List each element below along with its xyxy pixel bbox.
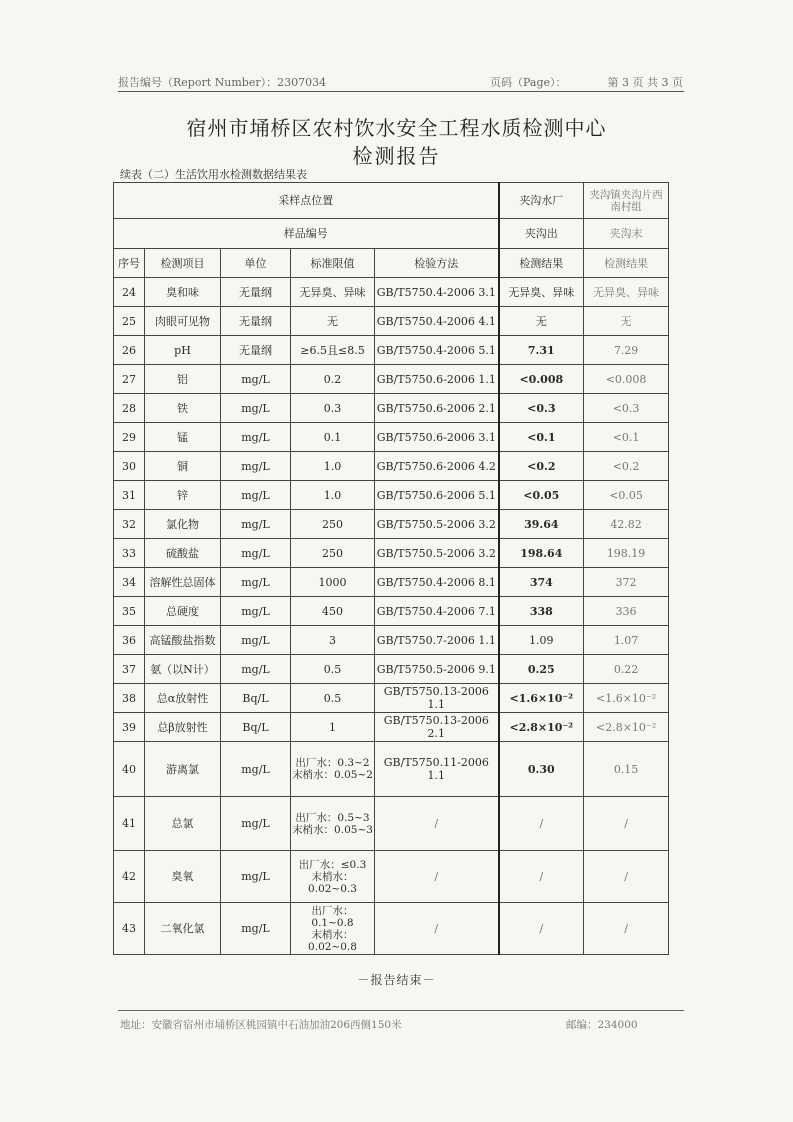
- cell-no: 35: [114, 597, 145, 626]
- results-table: [113, 182, 669, 955]
- cell-no: 28: [114, 394, 145, 423]
- cell-no: 36: [114, 626, 145, 655]
- limit-line: 出厂水：0.5~3: [295, 811, 370, 824]
- cell-item: 肉眼可见物: [145, 307, 221, 336]
- cell-limit: 3: [291, 626, 375, 655]
- sample-number-label: 样品编号: [114, 219, 499, 249]
- cell-result1: 39.64: [499, 510, 584, 539]
- cell-unit: mg/L: [221, 626, 291, 655]
- table-row: [114, 539, 669, 568]
- cell-result1: <0.05: [499, 481, 584, 510]
- cell-result2: <2.8×10⁻²: [584, 713, 669, 742]
- cell-no: 24: [114, 278, 145, 307]
- site1-location: 夹沟水厂: [499, 183, 584, 219]
- cell-result2: /: [584, 903, 669, 955]
- cell-result1: 1.09: [499, 626, 584, 655]
- table-row: [114, 481, 669, 510]
- cell-item: 总硬度: [145, 597, 221, 626]
- cell-limit: [291, 851, 375, 903]
- cell-method: GB/T5750.4-2006 8.1: [375, 568, 499, 597]
- cell-limit: 1.0: [291, 452, 375, 481]
- cell-result2: 无异臭、异味: [584, 278, 669, 307]
- limit-line: 出厂水：0.3~2: [295, 757, 370, 769]
- cell-item: 铜: [145, 452, 221, 481]
- table-row: [114, 851, 669, 903]
- cell-item: 硫酸盐: [145, 539, 221, 568]
- table-row: [114, 510, 669, 539]
- cell-result1: <0.008: [499, 365, 584, 394]
- cell-unit: mg/L: [221, 539, 291, 568]
- limit-line: 末梢水：: [311, 870, 354, 883]
- col-header-result2: 检测结果: [584, 249, 669, 278]
- report-title: 检测报告: [352, 144, 441, 168]
- cell-unit: mg/L: [221, 655, 291, 684]
- cell-method: GB/T5750.4-2006 4.1: [375, 307, 499, 336]
- table-row: [114, 655, 669, 684]
- limit-line: 0.02~0.8: [308, 940, 357, 953]
- cell-result1: /: [499, 903, 584, 955]
- cell-no: 38: [114, 684, 145, 713]
- table-row: [114, 903, 669, 955]
- col-header-limit: 标准限值: [291, 249, 375, 278]
- cell-result1: 无异臭、异味: [499, 278, 584, 307]
- cell-limit: 250: [291, 539, 375, 568]
- limit-line: 末梢水：0.05~2: [292, 769, 373, 781]
- page-footer: [120, 1017, 682, 1032]
- cell-item: 二氧化氯: [145, 903, 221, 955]
- cell-result1: <0.2: [499, 452, 584, 481]
- table-row: [114, 183, 669, 219]
- cell-unit: Bq/L: [221, 684, 291, 713]
- cell-item: 总氯: [145, 797, 221, 851]
- cell-no: 29: [114, 423, 145, 452]
- cell-item: 锌: [145, 481, 221, 510]
- cell-method: GB/T5750.4-2006 5.1: [375, 336, 499, 365]
- cell-limit: [291, 742, 375, 797]
- table-row: [114, 713, 669, 742]
- cell-item: 溶解性总固体: [145, 568, 221, 597]
- cell-method: GB/T5750.4-2006 7.1: [375, 597, 499, 626]
- cell-result2: 198.19: [584, 539, 669, 568]
- cell-result2: 7.29: [584, 336, 669, 365]
- cell-unit: Bq/L: [221, 713, 291, 742]
- cell-result1: <0.3: [499, 394, 584, 423]
- cell-result2: /: [584, 851, 669, 903]
- cell-result2: 372: [584, 568, 669, 597]
- cell-result2: 0.15: [584, 742, 669, 797]
- cell-result2: /: [584, 797, 669, 851]
- table-row: [114, 452, 669, 481]
- site2-number: 夹沟末: [584, 219, 669, 249]
- cell-unit: mg/L: [221, 903, 291, 955]
- cell-result2: <0.3: [584, 394, 669, 423]
- cell-limit: 0.5: [291, 684, 375, 713]
- site1-number: 夹沟出: [499, 219, 584, 249]
- cell-result2: <1.6×10⁻²: [584, 684, 669, 713]
- cell-result2: 42.82: [584, 510, 669, 539]
- page-number: 第 3 页 共 3 页: [607, 76, 683, 89]
- cell-no: 40: [114, 742, 145, 797]
- cell-unit: 无量纲: [221, 307, 291, 336]
- cell-limit: 1.0: [291, 481, 375, 510]
- cell-no: 32: [114, 510, 145, 539]
- cell-result1: <2.8×10⁻²: [499, 713, 584, 742]
- cell-result2: 无: [584, 307, 669, 336]
- cell-method: GB/T5750.13-2006 2.1: [375, 713, 499, 742]
- cell-method: GB/T5750.6-2006 5.1: [375, 481, 499, 510]
- cell-limit: 250: [291, 510, 375, 539]
- cell-unit: mg/L: [221, 742, 291, 797]
- cell-item: 铁: [145, 394, 221, 423]
- table-row: [114, 219, 669, 249]
- cell-method: GB/T5750.5-2006 3.2: [375, 539, 499, 568]
- cell-no: 43: [114, 903, 145, 955]
- cell-item: 高锰酸盐指数: [145, 626, 221, 655]
- cell-method: GB/T5750.6-2006 1.1: [375, 365, 499, 394]
- limit-line: 末梢水：0.05~3: [292, 823, 373, 836]
- cell-no: 26: [114, 336, 145, 365]
- report-end-marker: －报告结束－: [357, 973, 436, 987]
- col-header-item: 检测项目: [145, 249, 221, 278]
- cell-no: 25: [114, 307, 145, 336]
- col-header-seq: 序号: [114, 249, 145, 278]
- cell-no: 27: [114, 365, 145, 394]
- col-header-result1: 检测结果: [499, 249, 584, 278]
- cell-result1: <1.6×10⁻²: [499, 684, 584, 713]
- table-row: [114, 307, 669, 336]
- cell-result1: 无: [499, 307, 584, 336]
- cell-method: GB/T5750.6-2006 4.2: [375, 452, 499, 481]
- cell-unit: mg/L: [221, 394, 291, 423]
- footer-postcode: 邮编：234000: [566, 1019, 638, 1031]
- cell-method: GB/T5750.6-2006 3.1: [375, 423, 499, 452]
- cell-no: 37: [114, 655, 145, 684]
- table-row: [114, 684, 669, 713]
- col-header-unit: 单位: [221, 249, 291, 278]
- limit-line: 出厂水：≤0.3: [298, 858, 367, 871]
- table-row: [114, 568, 669, 597]
- header-divider: [118, 91, 684, 92]
- table-row: [114, 797, 669, 851]
- cell-result2: 336: [584, 597, 669, 626]
- page-label: 页码（Page）：: [490, 76, 567, 89]
- table-row: [114, 278, 669, 307]
- org-title: 宿州市埇桥区农村饮水安全工程水质检测中心: [186, 116, 607, 140]
- cell-result2: <0.1: [584, 423, 669, 452]
- sampling-location-label: 采样点位置: [114, 183, 499, 219]
- table-row: [114, 742, 669, 797]
- cell-unit: mg/L: [221, 423, 291, 452]
- cell-unit: mg/L: [221, 851, 291, 903]
- cell-method: GB/T5750.5-2006 9.1: [375, 655, 499, 684]
- cell-method: GB/T5750.13-2006 1.1: [375, 684, 499, 713]
- cell-method: /: [375, 851, 499, 903]
- cell-limit: [291, 903, 375, 955]
- cell-limit: 0.3: [291, 394, 375, 423]
- cell-limit: 0.5: [291, 655, 375, 684]
- table-row: [114, 626, 669, 655]
- cell-method: GB/T5750.5-2006 3.2: [375, 510, 499, 539]
- cell-item: 总β放射性: [145, 713, 221, 742]
- table-row: [114, 597, 669, 626]
- cell-no: 33: [114, 539, 145, 568]
- cell-item: 铝: [145, 365, 221, 394]
- cell-method: GB/T5750.6-2006 2.1: [375, 394, 499, 423]
- cell-result1: 338: [499, 597, 584, 626]
- cell-limit: 无异臭、异味: [291, 278, 375, 307]
- cell-result1: 198.64: [499, 539, 584, 568]
- cell-unit: mg/L: [221, 568, 291, 597]
- cell-method: /: [375, 903, 499, 955]
- cell-result2: 1.07: [584, 626, 669, 655]
- cell-unit: 无量纲: [221, 278, 291, 307]
- footer-address: 地址：安徽省宿州市埇桥区桃园镇中石油加油206西侧150米: [120, 1019, 402, 1031]
- cell-no: 39: [114, 713, 145, 742]
- cell-item: 氨（以N计）: [145, 655, 221, 684]
- table-row: [114, 423, 669, 452]
- cell-result2: <0.05: [584, 481, 669, 510]
- table-caption: 续表（二）生活饮用水检测数据结果表: [120, 168, 307, 181]
- cell-result1: /: [499, 851, 584, 903]
- cell-item: 游离氯: [145, 742, 221, 797]
- cell-result1: /: [499, 797, 584, 851]
- cell-result1: 7.31: [499, 336, 584, 365]
- limit-line: 出厂水：0.1~0.8: [311, 904, 354, 929]
- cell-unit: 无量纲: [221, 336, 291, 365]
- cell-limit: 450: [291, 597, 375, 626]
- cell-result1: 0.30: [499, 742, 584, 797]
- limit-line: 末梢水：: [311, 928, 354, 941]
- cell-result1: 0.25: [499, 655, 584, 684]
- cell-item: 锰: [145, 423, 221, 452]
- cell-no: 31: [114, 481, 145, 510]
- cell-unit: mg/L: [221, 597, 291, 626]
- cell-limit: 0.2: [291, 365, 375, 394]
- cell-method: GB/T5750.7-2006 1.1: [375, 626, 499, 655]
- cell-item: 总α放射性: [145, 684, 221, 713]
- cell-limit: 1000: [291, 568, 375, 597]
- cell-unit: mg/L: [221, 797, 291, 851]
- footer-divider: [118, 1010, 684, 1011]
- cell-result2: <0.008: [584, 365, 669, 394]
- cell-limit: 无: [291, 307, 375, 336]
- col-header-method: 检验方法: [375, 249, 499, 278]
- cell-limit: 1: [291, 713, 375, 742]
- cell-no: 41: [114, 797, 145, 851]
- cell-limit: 0.1: [291, 423, 375, 452]
- limit-line: 0.02~0.3: [308, 882, 357, 895]
- cell-result2: 0.22: [584, 655, 669, 684]
- table-row: [114, 365, 669, 394]
- cell-unit: mg/L: [221, 510, 291, 539]
- cell-item: pH: [145, 336, 221, 365]
- cell-unit: mg/L: [221, 365, 291, 394]
- cell-result2: <0.2: [584, 452, 669, 481]
- cell-unit: mg/L: [221, 452, 291, 481]
- site2-location: 夹沟镇夹沟片西南村组: [584, 183, 669, 219]
- cell-no: 30: [114, 452, 145, 481]
- report-number: 报告编号（Report Number）：2307034: [118, 76, 327, 89]
- table-row: [114, 336, 669, 365]
- cell-method: GB/T5750.4-2006 3.1: [375, 278, 499, 307]
- cell-result1: 374: [499, 568, 584, 597]
- cell-no: 42: [114, 851, 145, 903]
- table-row: [114, 394, 669, 423]
- cell-method: GB/T5750.11-2006 1.1: [375, 742, 499, 797]
- cell-no: 34: [114, 568, 145, 597]
- table-header-row: [114, 249, 669, 278]
- cell-method: /: [375, 797, 499, 851]
- cell-limit: [291, 797, 375, 851]
- cell-result1: <0.1: [499, 423, 584, 452]
- cell-item: 臭氧: [145, 851, 221, 903]
- cell-limit: ≥6.5且≤8.5: [291, 336, 375, 365]
- cell-item: 臭和味: [145, 278, 221, 307]
- page-header: [118, 74, 683, 90]
- cell-unit: mg/L: [221, 481, 291, 510]
- cell-item: 氯化物: [145, 510, 221, 539]
